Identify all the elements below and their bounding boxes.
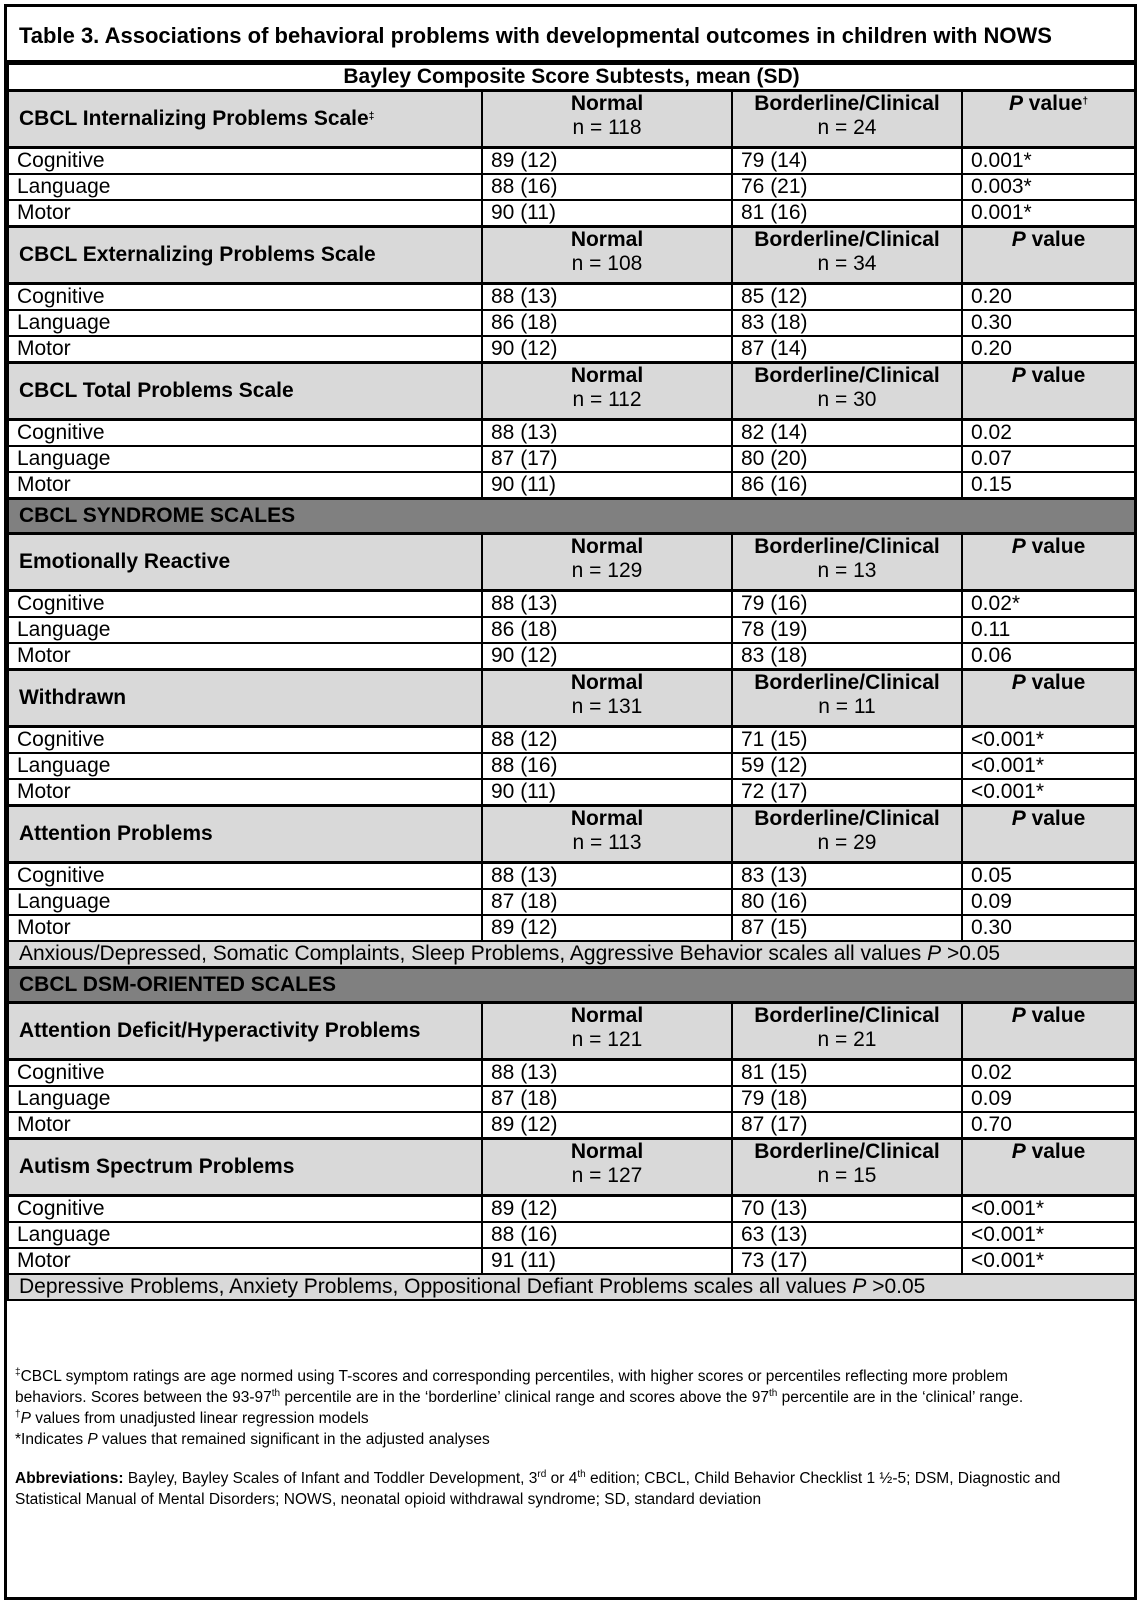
- normal-group-n: n = 131: [571, 695, 643, 718]
- subtest-label: Language: [8, 446, 482, 472]
- normal-group-n: n = 129: [571, 559, 643, 582]
- p-value: <0.001*: [962, 727, 1135, 754]
- p-value-header: [962, 806, 1135, 863]
- borderline-group-header: [732, 534, 962, 591]
- borderline-value: 87 (17): [732, 1112, 962, 1139]
- p-value-label: value: [1025, 807, 1086, 830]
- normal-value: 88 (16): [482, 1222, 732, 1248]
- borderline-value: 83 (18): [732, 643, 962, 670]
- table-row: [8, 200, 1135, 227]
- p-value: 0.15: [962, 472, 1135, 499]
- p-value-symbol: P: [1011, 1140, 1026, 1163]
- p-value-symbol: P: [1011, 807, 1026, 830]
- normal-value: 89 (12): [482, 1112, 732, 1139]
- footnotes: [15, 1366, 1065, 1510]
- p-value-header: [962, 1139, 1135, 1196]
- borderline-value: 85 (12): [732, 284, 962, 311]
- scale-name-text: CBCL Externalizing Problems Scale: [19, 243, 376, 266]
- borderline-value: 76 (21): [732, 174, 962, 200]
- subtest-label: Motor: [8, 1112, 482, 1139]
- borderline-value: 72 (17): [732, 779, 962, 806]
- subtest-label: Cognitive: [8, 148, 482, 175]
- borderline-group-label: Borderline/Clinical: [754, 228, 940, 251]
- p-value: 0.02: [962, 420, 1135, 447]
- borderline-value: 81 (15): [732, 1060, 962, 1087]
- borderline-value: 87 (14): [732, 336, 962, 363]
- borderline-group-header: [732, 1003, 962, 1060]
- normal-value: 86 (18): [482, 310, 732, 336]
- borderline-value: 87 (15): [732, 915, 962, 941]
- p-value-footnote-mark: †: [1082, 96, 1089, 107]
- table-row: [8, 1086, 1135, 1112]
- p-value-symbol: P: [1008, 92, 1023, 115]
- subtest-label: Motor: [8, 915, 482, 941]
- p-value-header: [962, 670, 1135, 727]
- normal-value: 88 (16): [482, 174, 732, 200]
- p-value: 0.05: [962, 863, 1135, 890]
- subtest-label: Cognitive: [8, 284, 482, 311]
- table-row: [8, 591, 1135, 618]
- p-value: 0.003*: [962, 174, 1135, 200]
- table-row: [8, 310, 1135, 336]
- p-value: 0.02*: [962, 591, 1135, 618]
- section-header-row: [8, 968, 1135, 1003]
- table-row: [8, 420, 1135, 447]
- p-value-label: value: [1022, 92, 1083, 115]
- normal-value: 88 (12): [482, 727, 732, 754]
- p-value: <0.001*: [962, 779, 1135, 806]
- p-value-label: value: [1025, 535, 1086, 558]
- table-row: [8, 446, 1135, 472]
- borderline-value: 79 (18): [732, 1086, 962, 1112]
- table-row: [8, 1248, 1135, 1274]
- normal-value: 88 (13): [482, 284, 732, 311]
- section-title: CBCL DSM-ORIENTED SCALES: [8, 968, 1135, 1003]
- normal-value: 90 (12): [482, 643, 732, 670]
- p-value-header: [962, 534, 1135, 591]
- borderline-value: 82 (14): [732, 420, 962, 447]
- subtest-label: Motor: [8, 1248, 482, 1274]
- p-value: 0.11: [962, 617, 1135, 643]
- table-row: [8, 1196, 1135, 1223]
- borderline-group-n: n = 29: [817, 831, 877, 854]
- subtest-label: Language: [8, 174, 482, 200]
- borderline-value: 79 (14): [732, 148, 962, 175]
- p-value: 0.001*: [962, 200, 1135, 227]
- normal-group-label: Normal: [570, 364, 644, 387]
- table-row: [8, 915, 1135, 941]
- normal-value: 89 (12): [482, 915, 732, 941]
- subtest-label: Cognitive: [8, 420, 482, 447]
- borderline-group-header: [732, 363, 962, 420]
- normal-group-label: Normal: [570, 535, 644, 558]
- borderline-group-label: Borderline/Clinical: [754, 535, 940, 558]
- normal-value: 90 (11): [482, 779, 732, 806]
- normal-group-header: [482, 227, 732, 284]
- scale-name-text: Attention Problems: [19, 822, 213, 845]
- normal-value: 90 (11): [482, 200, 732, 227]
- borderline-group-label: Borderline/Clinical: [754, 807, 940, 830]
- p-value: 0.09: [962, 889, 1135, 915]
- borderline-group-header: [732, 670, 962, 727]
- subtest-label: Language: [8, 617, 482, 643]
- table-row: [8, 1060, 1135, 1087]
- scale-header-row: [8, 1003, 1135, 1060]
- table-title: Table 3. Associations of behavioral problems with developmental outcomes in children with NOWS: [7, 7, 1134, 63]
- scale-name-text: Withdrawn: [19, 686, 127, 709]
- scale-header-row: [8, 670, 1135, 727]
- section-header-row: [8, 499, 1135, 534]
- normal-value: 86 (18): [482, 617, 732, 643]
- borderline-value: 73 (17): [732, 1248, 962, 1274]
- subtest-label: Motor: [8, 472, 482, 499]
- subtest-label: Language: [8, 1222, 482, 1248]
- p-value-label: value: [1025, 1004, 1086, 1027]
- subtest-label: Cognitive: [8, 1196, 482, 1223]
- borderline-group-header: [732, 91, 962, 148]
- table-row: [8, 779, 1135, 806]
- normal-group-label: Normal: [570, 671, 644, 694]
- p-value: 0.20: [962, 284, 1135, 311]
- table-caption-row: [8, 64, 1135, 91]
- scale-name-text: Attention Deficit/Hyperactivity Problems: [19, 1019, 421, 1042]
- footnote-pvalues: †P values from unadjusted linear regression models: [15, 1409, 369, 1427]
- p-value: 0.07: [962, 446, 1135, 472]
- borderline-value: 83 (18): [732, 310, 962, 336]
- p-value: 0.20: [962, 336, 1135, 363]
- subtest-label: Cognitive: [8, 727, 482, 754]
- normal-group-label: Normal: [570, 1140, 644, 1163]
- normal-group-label: Normal: [570, 807, 644, 830]
- normal-group-label: Normal: [570, 1004, 644, 1027]
- borderline-value: 71 (15): [732, 727, 962, 754]
- p-value-label: value: [1025, 1140, 1086, 1163]
- borderline-group-label: Borderline/Clinical: [754, 1140, 940, 1163]
- subtest-label: Language: [8, 310, 482, 336]
- p-value-header: [962, 91, 1135, 148]
- normal-value: 90 (12): [482, 336, 732, 363]
- p-value: 0.001*: [962, 148, 1135, 175]
- borderline-group-header: [732, 1139, 962, 1196]
- scale-header-row: [8, 91, 1135, 148]
- p-value-header: [962, 1003, 1135, 1060]
- p-value-header: [962, 227, 1135, 284]
- scale-name-footnote-mark: ‡: [368, 111, 375, 122]
- borderline-value: 79 (16): [732, 591, 962, 618]
- p-value-symbol: P: [1011, 228, 1026, 251]
- normal-group-n: n = 108: [571, 252, 643, 275]
- normal-group-n: n = 112: [572, 388, 642, 411]
- subtest-label: Cognitive: [8, 591, 482, 618]
- normal-value: 90 (11): [482, 472, 732, 499]
- borderline-value: 59 (12): [732, 753, 962, 779]
- table-row: [8, 1222, 1135, 1248]
- borderline-value: 78 (19): [732, 617, 962, 643]
- scale-name: [8, 91, 482, 148]
- p-value-symbol: P: [1011, 671, 1026, 694]
- scale-header-row: [8, 806, 1135, 863]
- p-value: 0.30: [962, 915, 1135, 941]
- results-table: [7, 63, 1136, 1301]
- borderline-value: 80 (16): [732, 889, 962, 915]
- borderline-group-n: n = 11: [818, 695, 876, 718]
- subtest-label: Language: [8, 1086, 482, 1112]
- borderline-group-label: Borderline/Clinical: [754, 92, 940, 115]
- borderline-group-n: n = 24: [817, 116, 877, 139]
- normal-group-header: [482, 806, 732, 863]
- scale-header-row: [8, 363, 1135, 420]
- borderline-group-label: Borderline/Clinical: [754, 1004, 940, 1027]
- normal-value: 88 (13): [482, 1060, 732, 1087]
- subtest-label: Motor: [8, 200, 482, 227]
- note-text-end: >0.05: [941, 942, 1001, 965]
- subtest-label: Language: [8, 889, 482, 915]
- scale-name-text: Emotionally Reactive: [19, 550, 231, 573]
- normal-value: 89 (12): [482, 1196, 732, 1223]
- borderline-group-label: Borderline/Clinical: [754, 671, 940, 694]
- p-value: <0.001*: [962, 753, 1135, 779]
- table-row: [8, 148, 1135, 175]
- normal-value: 91 (11): [482, 1248, 732, 1274]
- borderline-group-n: n = 34: [817, 252, 877, 275]
- normal-value: 87 (17): [482, 446, 732, 472]
- note-text-start: Anxious/Depressed, Somatic Complaints, Sleep Problems, Aggressive Behavior scales all values: [19, 942, 928, 965]
- table-row: [8, 284, 1135, 311]
- scale-name: [8, 670, 482, 727]
- normal-value: 88 (13): [482, 591, 732, 618]
- p-value: <0.001*: [962, 1196, 1135, 1223]
- borderline-group-n: n = 13: [817, 559, 877, 582]
- normal-value: 87 (18): [482, 889, 732, 915]
- borderline-value: 83 (13): [732, 863, 962, 890]
- footnote-significance: *Indicates P values that remained significant in the adjusted analyses: [15, 1431, 490, 1448]
- table-row: [8, 174, 1135, 200]
- borderline-group-n: n = 21: [817, 1028, 877, 1051]
- normal-group-n: n = 118: [572, 116, 642, 139]
- p-value: 0.70: [962, 1112, 1135, 1139]
- p-value-label: value: [1025, 364, 1086, 387]
- note-p-symbol: P: [852, 1275, 867, 1298]
- note-p-symbol: P: [927, 942, 942, 965]
- borderline-value: 63 (13): [732, 1222, 962, 1248]
- normal-group-n: n = 113: [572, 831, 642, 854]
- table-row: [8, 863, 1135, 890]
- scale-name: [8, 363, 482, 420]
- p-value: 0.30: [962, 310, 1135, 336]
- p-value-symbol: P: [1011, 1004, 1026, 1027]
- scale-name: [8, 534, 482, 591]
- table-row: [8, 472, 1135, 499]
- subtest-label: Motor: [8, 643, 482, 670]
- table-row: [8, 727, 1135, 754]
- scale-name: [8, 1003, 482, 1060]
- scale-name: [8, 1139, 482, 1196]
- p-value: 0.09: [962, 1086, 1135, 1112]
- borderline-value: 80 (20): [732, 446, 962, 472]
- table-row: [8, 617, 1135, 643]
- borderline-value: 70 (13): [732, 1196, 962, 1223]
- normal-value: 87 (18): [482, 1086, 732, 1112]
- note-row: [8, 941, 1135, 968]
- normal-group-header: [482, 363, 732, 420]
- normal-group-header: [482, 1139, 732, 1196]
- normal-group-header: [482, 534, 732, 591]
- footnote-scoring: ‡CBCL symptom ratings are age normed using T-scores and corresponding percentiles, with higher scores or percentiles reflecting more problem behaviors. Scores between the 93-97th percentile are in the ‘borderline’ clinical range and scores above the 97th percentile are in the ‘clinical’ range.: [15, 1367, 1024, 1406]
- normal-group-header: [482, 1003, 732, 1060]
- footnote-abbreviations: Abbreviations: Bayley, Bayley Scales of Infant and Toddler Development, 3rd or 4th edition; CBCL, Child Behavior Checklist 1 ½-5; DSM, Diagnostic and Statistical Manual of Mental Disorders; NOWS, neonatal opioid withdrawal syndrome; SD, standard deviation: [15, 1469, 1061, 1508]
- p-value: 0.02: [962, 1060, 1135, 1087]
- normal-group-n: n = 121: [571, 1028, 643, 1051]
- scale-name: [8, 806, 482, 863]
- scale-header-row: [8, 227, 1135, 284]
- normal-group-label: Normal: [570, 92, 644, 115]
- section-title: CBCL SYNDROME SCALES: [8, 499, 1135, 534]
- normal-value: 89 (12): [482, 148, 732, 175]
- borderline-group-header: [732, 806, 962, 863]
- note-text: [8, 1274, 1135, 1300]
- normal-group-header: [482, 91, 732, 148]
- p-value: <0.001*: [962, 1248, 1135, 1274]
- borderline-group-n: n = 15: [817, 1164, 877, 1187]
- borderline-group-n: n = 30: [817, 388, 877, 411]
- table-caption: Bayley Composite Score Subtests, mean (SD): [8, 64, 1135, 91]
- subtest-label: Motor: [8, 336, 482, 363]
- p-value: 0.06: [962, 643, 1135, 670]
- note-text-end: >0.05: [866, 1275, 926, 1298]
- subtest-label: Cognitive: [8, 1060, 482, 1087]
- normal-group-n: n = 127: [571, 1164, 643, 1187]
- table-row: [8, 753, 1135, 779]
- table-row: [8, 336, 1135, 363]
- scale-name-text: CBCL Total Problems Scale: [19, 379, 294, 402]
- scale-header-row: [8, 1139, 1135, 1196]
- table-row: [8, 1112, 1135, 1139]
- scale-name-text: CBCL Internalizing Problems Scale: [19, 107, 369, 130]
- subtest-label: Language: [8, 753, 482, 779]
- borderline-group-header: [732, 227, 962, 284]
- normal-group-label: Normal: [570, 228, 644, 251]
- subtest-label: Motor: [8, 779, 482, 806]
- p-value-label: value: [1025, 228, 1086, 251]
- borderline-value: 86 (16): [732, 472, 962, 499]
- p-value-label: value: [1025, 671, 1086, 694]
- p-value-header: [962, 363, 1135, 420]
- note-text: [8, 941, 1135, 968]
- p-value-symbol: P: [1011, 535, 1026, 558]
- p-value: <0.001*: [962, 1222, 1135, 1248]
- table-row: [8, 643, 1135, 670]
- borderline-value: 81 (16): [732, 200, 962, 227]
- note-row: [8, 1274, 1135, 1300]
- scale-name: [8, 227, 482, 284]
- scale-name-text: Autism Spectrum Problems: [19, 1155, 295, 1178]
- borderline-group-label: Borderline/Clinical: [754, 364, 940, 387]
- note-text-start: Depressive Problems, Anxiety Problems, Oppositional Defiant Problems scales all values: [19, 1275, 853, 1298]
- normal-value: 88 (13): [482, 863, 732, 890]
- normal-group-header: [482, 670, 732, 727]
- scale-header-row: [8, 534, 1135, 591]
- normal-value: 88 (16): [482, 753, 732, 779]
- table-row: [8, 889, 1135, 915]
- subtest-label: Cognitive: [8, 863, 482, 890]
- p-value-symbol: P: [1011, 364, 1026, 387]
- normal-value: 88 (13): [482, 420, 732, 447]
